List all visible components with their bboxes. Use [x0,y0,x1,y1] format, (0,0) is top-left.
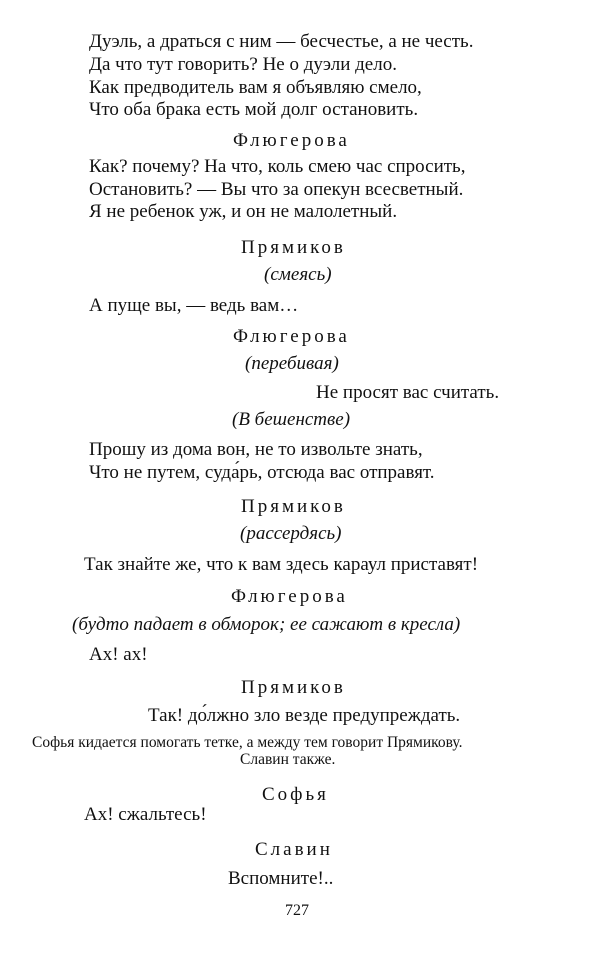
speaker-name: Софья [262,784,329,805]
verse-line: Прошу из дома вон, не то извольте знать, [89,439,423,460]
verse-line: А пуще вы, — ведь вам… [89,295,299,316]
speaker-name: Флюгерова [233,326,350,347]
verse-line: Я не ребенок уж, и он не малолетный. [89,201,398,222]
verse-line: Остановить? — Вы что за опекун всесветный. [89,179,464,200]
speaker-name: Флюгерова [231,586,348,607]
verse-line: Да что тут говорить? Не о дуэли дело. [89,54,397,75]
verse-line: Вспомните!.. [228,868,334,889]
verse-line: Так знайте же, что к вам здесь караул приставят! [84,554,479,575]
stage-remark: (смеясь) [264,264,332,285]
speaker-name: Прямиков [241,496,346,517]
verse-line: Так! до́лжно зло везде предупреждать. [148,705,461,726]
speaker-name: Прямиков [241,237,346,258]
verse-line: Не просят вас считать. [316,382,500,403]
verse-line: Ах! сжальтесь! [84,804,207,825]
speaker-name: Флюгерова [233,130,350,151]
stage-direction: Славин также. [240,751,336,768]
verse-line: Дуэль, а драться с ним — бесчестье, а не честь. [89,31,474,52]
stage-remark: (рассердясь) [240,523,342,544]
verse-line: Ах! ах! [89,644,148,665]
stage-direction: Софья кидается помогать тетке, а между тем говорит Прямикову. [32,734,463,751]
stage-remark: (перебивая) [245,353,339,374]
verse-line: Как предводитель вам я объявляю смело, [89,77,422,98]
speaker-name: Прямиков [241,677,346,698]
verse-line: Как? почему? На что, коль смею час спросить, [89,156,466,177]
speaker-name: Славин [255,839,333,860]
stage-remark: (будто падает в обморок; ее сажают в кресла) [72,614,461,635]
verse-line: Что оба брака есть мой долг остановить. [89,99,419,120]
verse-line: Что не путем, суда́рь, отсюда вас отправят. [89,462,435,483]
page-number: 727 [285,902,309,919]
stage-remark: (В бешенстве) [232,409,351,430]
